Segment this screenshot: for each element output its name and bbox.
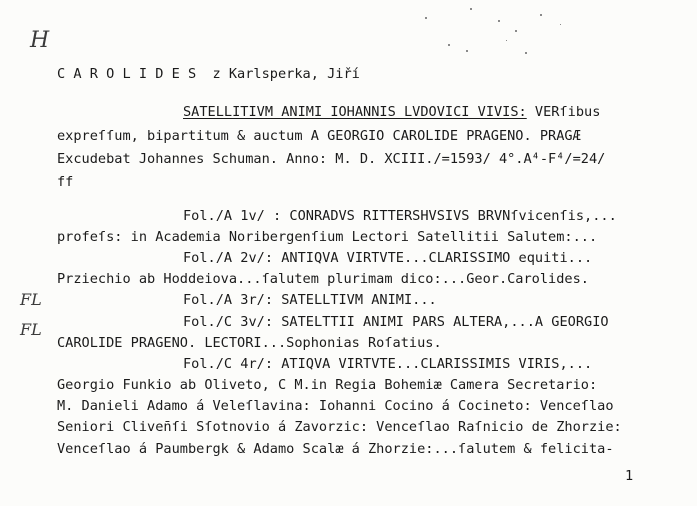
scan-speck — [540, 14, 542, 16]
page-number: 1 — [625, 468, 634, 484]
title-line — [183, 104, 600, 120]
corner-handwritten-mark: H — [30, 28, 50, 53]
contents-line: Fol./A 1v/ : CONRADVS RITTERSHVSIVS BRVNſvicenſis,... — [183, 208, 617, 224]
contents-line: Georgio Funkio ab Oliveto, C M.in Regia Bohemiæ Camera Secretario: — [57, 377, 598, 393]
imprint-line-2: ff — [57, 174, 74, 190]
title-line-2: expreſſum, bipartitum & auctum A GEORGIO CAROLIDE PRAGENO. PRAGÆ — [57, 128, 581, 144]
scan-speck — [515, 30, 517, 32]
title-underlined: SATELLITIVM ANIMI IOHANNIS LVDOVICI VIVIS: — [183, 104, 527, 120]
scan-speck — [466, 50, 468, 52]
contents-line: Fol./A 3r/: SATELLTIVM ANIMI... — [183, 292, 437, 308]
title-rest: VERſibus — [526, 104, 601, 120]
contents-line: Seniori Cliven̄ſi Sſotnovio á Zavorzic: Venceſlao Raſnicio de Zhorzie: — [57, 419, 622, 435]
contents-line: Fol./C 3v/: SATELTTII ANIMI PARS ALTERA,...A GEORGIO — [183, 314, 609, 330]
contents-line: Fol./A 2v/: ANTIQVA VIRTVTE...CLARISSIMO equiti... — [183, 250, 593, 266]
contents-line: M. Danieli Adamo á Veleſlavina: Iohanni Cocino á Cocineto: Venceſlao — [57, 398, 614, 414]
imprint-line: Excudebat Johannes Schuman. Anno: M. D. XCIII./=1593/ 4°.A⁴-F⁴/=24/ — [57, 151, 606, 167]
scan-speck — [498, 20, 500, 22]
contents-line: Venceſlao á Paumbergk & Adamo Scalæ á Zhorzie:...ſalutem & felicita- — [57, 441, 614, 457]
scan-speck — [525, 52, 527, 54]
margin-handwritten-mark: FL — [20, 320, 42, 339]
margin-handwritten-mark: FL — [20, 290, 42, 309]
scan-speck — [560, 24, 561, 25]
scan-speck — [506, 40, 507, 41]
scan-speck — [425, 17, 427, 19]
contents-line: Prziechio ab Hoddeiova...ſalutem plurimam dico:...Geor.Carolides. — [57, 271, 589, 287]
scan-speck — [448, 44, 450, 46]
scan-speck — [470, 8, 472, 10]
contents-line: CAROLIDE PRAGENO. LECTORI...Sophonias Roſatius. — [57, 335, 442, 351]
contents-line: profeſs: in Academia Noribergenſium Lectori Satellitii Salutem:... — [57, 229, 598, 245]
contents-line: Fol./C 4r/: ATIQVA VIRTVTE...CLARISSIMIS VIRIS,... — [183, 356, 593, 372]
author-heading: C A R O L I D E S z Karlsperka, Jiří — [57, 66, 360, 82]
